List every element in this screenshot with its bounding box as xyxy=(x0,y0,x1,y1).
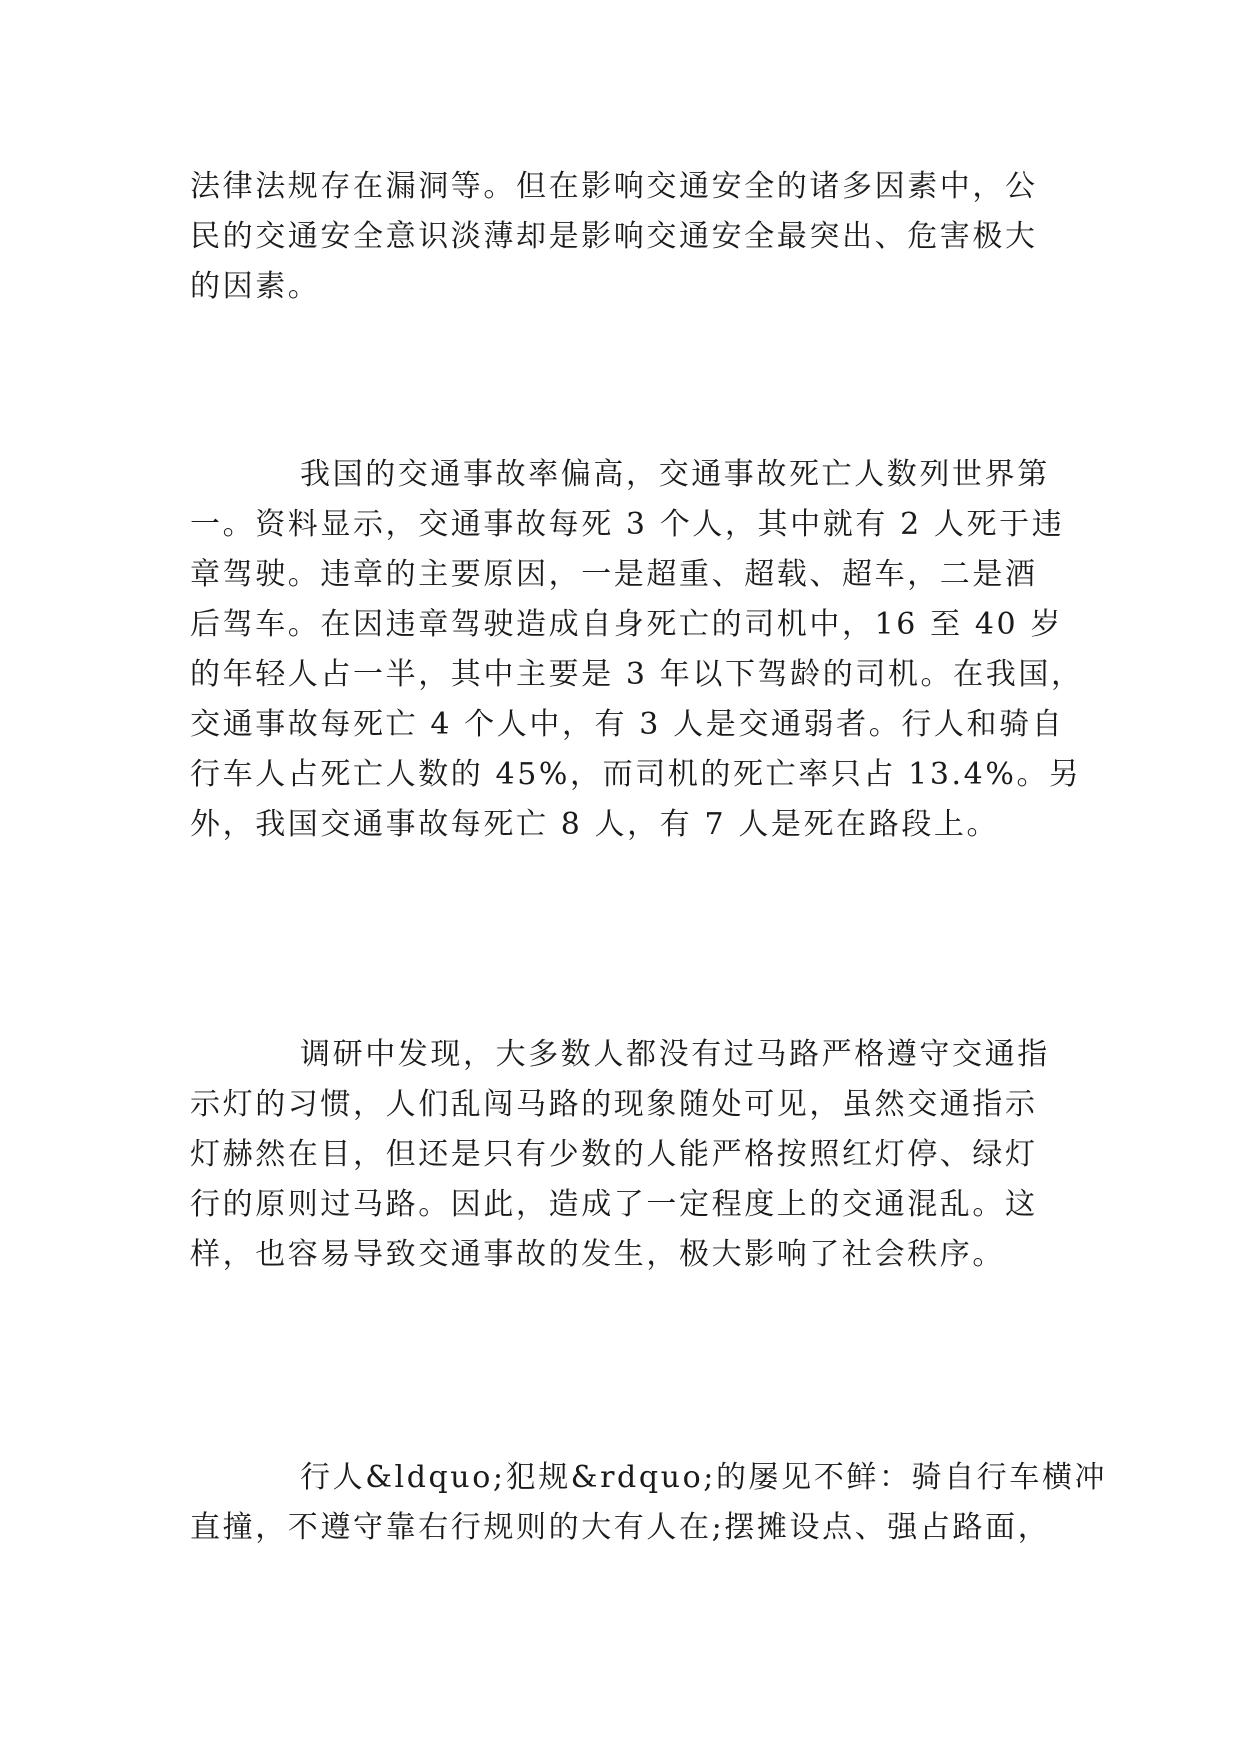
paragraph-3 xyxy=(190,1030,1050,1280)
text-line: 民的交通安全意识淡薄却是影响交通安全最突出、危害极大 xyxy=(190,219,1038,254)
text-line: 行的原则过马路。因此，造成了一定程度上的交通混乱。这 xyxy=(190,1187,1038,1222)
text-line: 行人&ldquo;犯规&rdquo;的屡见不鲜：骑自行车横冲 xyxy=(300,1460,1108,1495)
text-line: 的因素。 xyxy=(190,269,321,304)
text-line: 外，我国交通事故每死亡 8 人，有 7 人是死在路段上。 xyxy=(190,807,1000,842)
text-line: 灯赫然在目，但还是只有少数的人能严格按照红灯停、绿灯 xyxy=(190,1137,1038,1172)
paragraph-1 xyxy=(190,162,1050,312)
text-line: 法律法规存在漏洞等。但在影响交通安全的诸多因素中，公 xyxy=(190,169,1038,204)
text-line: 样，也容易导致交通事故的发生，极大影响了社会秩序。 xyxy=(190,1237,1005,1272)
text-line: 直撞，不遵守靠右行规则的大有人在;摆摊设点、强占路面， xyxy=(190,1510,1051,1545)
text-line: 一。资料显示，交通事故每死 3 个人，其中就有 2 人死于违 xyxy=(190,507,1065,542)
text-line: 调研中发现，大多数人都没有过马路严格遵守交通指 xyxy=(300,1037,1050,1072)
paragraph-4 xyxy=(190,1453,1108,1553)
text-line: 的年轻人占一半，其中主要是 3 年以下驾龄的司机。在我国， xyxy=(190,657,1084,692)
text-line: 后驾车。在因违章驾驶造成自身死亡的司机中，16 至 40 岁 xyxy=(190,607,1063,642)
paragraph-2 xyxy=(190,450,1084,850)
text-line: 示灯的习惯，人们乱闯马路的现象随处可见，虽然交通指示 xyxy=(190,1087,1038,1122)
text-line: 行车人占死亡人数的 45%，而司机的死亡率只占 13.4%。另 xyxy=(190,757,1082,792)
text-line: 交通事故每死亡 4 个人中，有 3 人是交通弱者。行人和骑自 xyxy=(190,707,1065,742)
text-line: 我国的交通事故率偏高，交通事故死亡人数列世界第 xyxy=(300,457,1050,492)
text-line: 章驾驶。违章的主要原因，一是超重、超载、超车，二是酒 xyxy=(190,557,1038,592)
